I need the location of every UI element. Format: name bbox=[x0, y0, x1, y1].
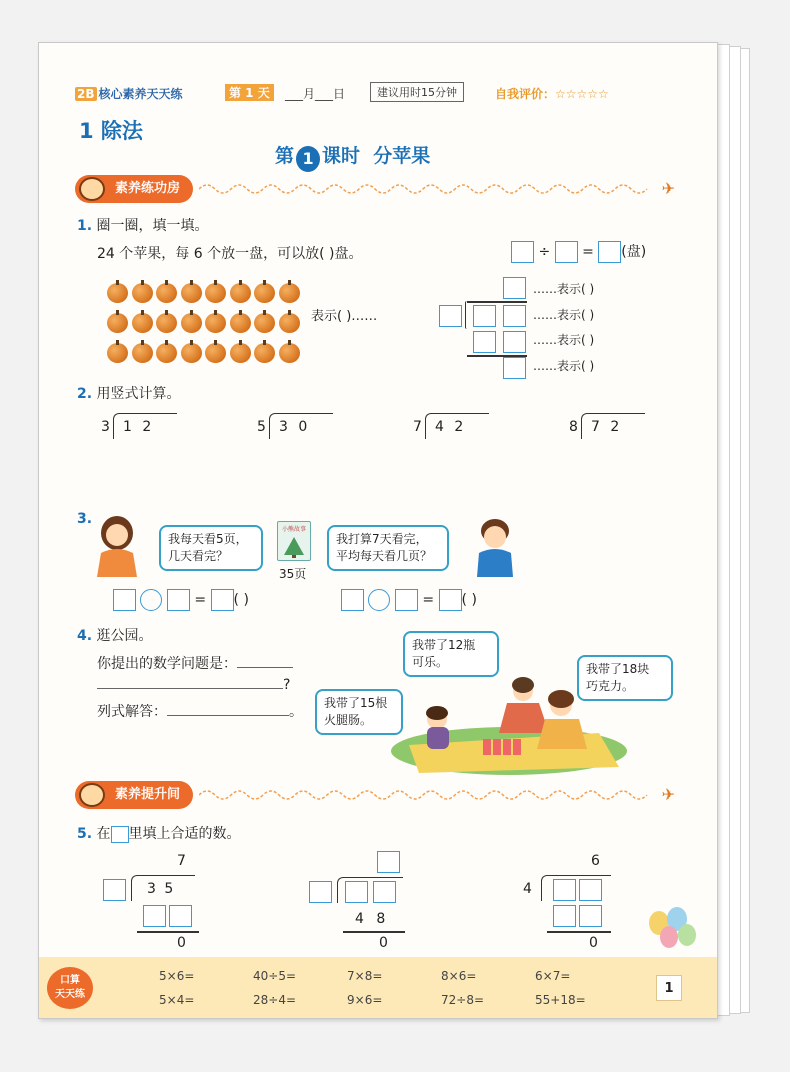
oral-item: 9×6= bbox=[347, 993, 383, 1007]
book-icon: 小熊故事 bbox=[277, 521, 311, 561]
q1-long-division bbox=[439, 277, 539, 377]
apple-icon bbox=[132, 313, 153, 333]
answer-box[interactable] bbox=[511, 241, 534, 263]
speech-bubble-sausage: 我带了15根 火腿肠。 bbox=[315, 689, 403, 735]
oral-item: 55+18= bbox=[535, 993, 586, 1007]
answer-box[interactable] bbox=[395, 589, 418, 611]
question-4-title: 4. 逛公园。 bbox=[77, 628, 153, 644]
box-symbol bbox=[111, 826, 129, 843]
speech-bubble-cola: 我带了12瓶 可乐。 bbox=[403, 631, 499, 677]
quotient-box[interactable] bbox=[377, 851, 400, 873]
product-box-tens[interactable] bbox=[473, 331, 496, 353]
kid-face-icon bbox=[79, 783, 105, 807]
question-2-title: 2. 用竖式计算。 bbox=[77, 386, 181, 402]
dividend-box-tens[interactable] bbox=[345, 881, 368, 903]
apple-icon bbox=[156, 283, 177, 303]
q2-problem: 7 bbox=[413, 419, 422, 435]
answer-box[interactable] bbox=[113, 589, 136, 611]
plane-icon: ✈ bbox=[661, 785, 675, 804]
apple-icon bbox=[205, 343, 226, 363]
oral-practice-tag: 口算 天天练 bbox=[47, 967, 93, 1009]
apple-icon bbox=[205, 283, 226, 303]
apple-icon bbox=[107, 313, 128, 333]
remainder-box[interactable] bbox=[503, 357, 526, 379]
product-box-ones[interactable] bbox=[169, 905, 192, 927]
series-logo: 2B 核心素养天天练 bbox=[77, 87, 183, 101]
apple-icon bbox=[279, 283, 300, 303]
dividend-box-ones[interactable] bbox=[373, 881, 396, 903]
apple-icon bbox=[230, 313, 251, 333]
q2-problem: 8 bbox=[569, 419, 578, 435]
dividend-box-tens[interactable] bbox=[473, 305, 496, 327]
apple-icon bbox=[107, 343, 128, 363]
apple-grid bbox=[107, 283, 307, 371]
divisor-box[interactable] bbox=[103, 879, 126, 901]
dividend-box-tens[interactable] bbox=[553, 879, 576, 901]
oral-item: 7×8= bbox=[347, 969, 383, 983]
oral-item: 6×7= bbox=[535, 969, 571, 983]
quotient-box[interactable] bbox=[503, 277, 526, 299]
lesson-title: 第 1 课时 分苹果 bbox=[275, 141, 430, 172]
date-field: ___月___日 bbox=[285, 87, 346, 101]
apple-icon bbox=[181, 313, 202, 333]
q5-problem-3: 6 4 0 bbox=[523, 853, 653, 963]
answer-box[interactable] bbox=[439, 589, 462, 611]
answer-line[interactable] bbox=[167, 715, 289, 716]
represent-rows: ……表示( ) ……表示( ) ……表示( ) ……表示( ) bbox=[533, 282, 595, 373]
operator-circle[interactable] bbox=[140, 589, 162, 611]
dividend-box-ones[interactable] bbox=[579, 879, 602, 901]
answer-box[interactable] bbox=[598, 241, 621, 263]
q5-problem-2: 4 8 0 bbox=[309, 851, 439, 963]
question-5-title: 5. 在 里填上合适的数。 bbox=[77, 826, 241, 842]
speech-bubble-girl: 我每天看5页， 几天看完？ bbox=[159, 525, 263, 571]
oral-item: 5×4= bbox=[159, 993, 195, 1007]
kid-face-icon bbox=[79, 177, 105, 201]
q2-problem: 3 bbox=[101, 419, 110, 435]
apple-icon bbox=[181, 283, 202, 303]
dividend-box-ones[interactable] bbox=[503, 305, 526, 327]
question-1-text: 24 个苹果，每 6 个放一盘，可以放( )盘。 bbox=[97, 246, 363, 262]
q4-line-continue: ? bbox=[97, 677, 290, 693]
boy-illustration bbox=[469, 515, 525, 577]
unit-title: 1 除法 bbox=[79, 119, 143, 143]
apple-icon bbox=[254, 283, 275, 303]
book-pages-label: 35页 bbox=[279, 567, 307, 581]
apple-icon bbox=[132, 343, 153, 363]
wave-divider bbox=[199, 175, 659, 203]
apple-icon bbox=[254, 343, 275, 363]
apple-icon bbox=[279, 313, 300, 333]
page-header bbox=[75, 83, 645, 103]
oral-item: 72÷8= bbox=[441, 993, 485, 1007]
apple-icon bbox=[132, 283, 153, 303]
represent-label: 表示( )…… bbox=[311, 309, 378, 324]
oral-item: 5×6= bbox=[159, 969, 195, 983]
apple-icon bbox=[279, 343, 300, 363]
operator-circle[interactable] bbox=[368, 589, 390, 611]
answer-box[interactable] bbox=[341, 589, 364, 611]
section-banner-practice: 素养练功房 ✈ bbox=[75, 175, 675, 205]
product-box-ones[interactable] bbox=[579, 905, 602, 927]
day-label: 第 1 天 bbox=[225, 84, 274, 101]
q5-problem-1: 7 3 5 0 bbox=[103, 853, 233, 963]
oral-practice-bar bbox=[39, 957, 718, 1019]
time-hint: 建议用时15分钟 bbox=[370, 82, 464, 102]
page-number: 1 bbox=[656, 975, 682, 1001]
oral-item: 40÷5= bbox=[253, 969, 297, 983]
speech-bubble-chocolate: 我带了18块 巧克力。 bbox=[577, 655, 673, 701]
section-banner-improve: 素养提升间 ✈ bbox=[75, 781, 675, 811]
divisor-box[interactable] bbox=[309, 881, 332, 903]
q3-equation-right: = ( ) bbox=[341, 589, 477, 611]
oral-item: 8×6= bbox=[441, 969, 477, 983]
speech-bubble-boy: 我打算7天看完， 平均每天看几页？ bbox=[327, 525, 449, 571]
question-1-title: 1. 圈一圈，填一填。 bbox=[77, 218, 209, 234]
apple-icon bbox=[230, 343, 251, 363]
wave-divider bbox=[199, 781, 659, 809]
plane-icon: ✈ bbox=[661, 179, 675, 198]
answer-box[interactable] bbox=[211, 589, 234, 611]
q2-problems: 3 1 2 5 3 0 7 4 2 8 7 2 bbox=[101, 415, 701, 445]
apple-icon bbox=[230, 283, 251, 303]
apple-icon bbox=[254, 313, 275, 333]
q4-line2: 列式解答： 。 bbox=[97, 704, 303, 720]
product-box-tens[interactable] bbox=[143, 905, 166, 927]
workbook-page bbox=[38, 42, 718, 1019]
apple-icon bbox=[205, 313, 226, 333]
answer-box[interactable] bbox=[167, 589, 190, 611]
answer-line[interactable] bbox=[237, 667, 293, 668]
apple-icon bbox=[156, 343, 177, 363]
q1-equation: ÷ = (盘) bbox=[511, 241, 646, 263]
oral-item: 28÷4= bbox=[253, 993, 297, 1007]
divisor-box[interactable] bbox=[439, 305, 462, 327]
answer-line[interactable] bbox=[97, 688, 283, 689]
self-evaluation: 自我评价：☆☆☆☆☆ bbox=[495, 87, 609, 101]
question-3-num: 3. bbox=[77, 511, 93, 527]
apple-icon bbox=[156, 313, 177, 333]
apple-icon bbox=[181, 343, 202, 363]
answer-box[interactable] bbox=[555, 241, 578, 263]
girl-illustration bbox=[91, 513, 147, 577]
q3-equation-left: = ( ) bbox=[113, 589, 249, 611]
product-box-tens[interactable] bbox=[553, 905, 576, 927]
product-box-ones[interactable] bbox=[503, 331, 526, 353]
balloons-decoration bbox=[643, 903, 703, 963]
apple-icon bbox=[107, 283, 128, 303]
q4-line1: 你提出的数学问题是： bbox=[97, 653, 293, 673]
q2-problem: 5 bbox=[257, 419, 266, 435]
